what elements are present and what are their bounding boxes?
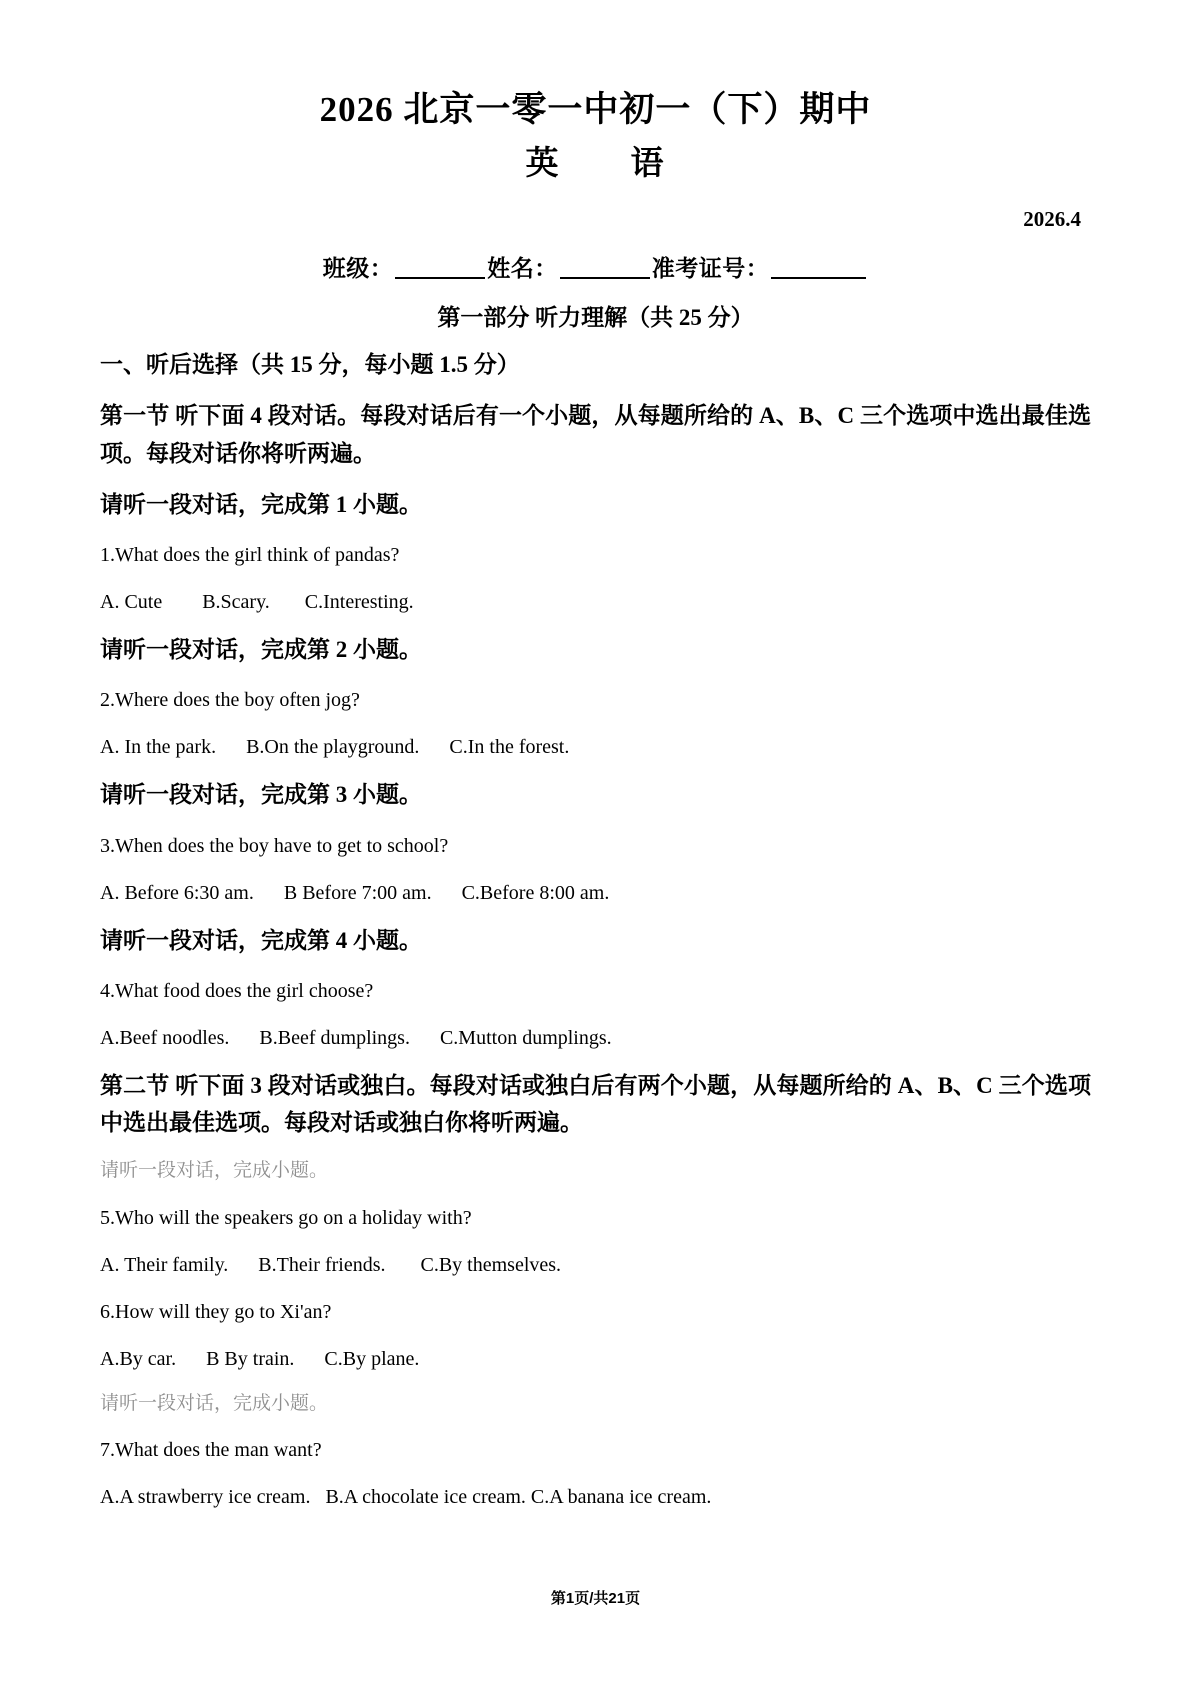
listen-prompt-4: 请听一段对话，完成第 4 小题。: [100, 927, 422, 953]
question-stem-5: 5.Who will the speakers go on a holiday with?: [100, 1206, 472, 1229]
exam-id-label: 准考证号：: [651, 256, 770, 281]
question-stem-2: 2.Where does the boy often jog?: [100, 689, 360, 712]
part-one-title: 第一部分 听力理解（共 25 分）: [437, 305, 754, 330]
question-options-2: A. In the park. B.On the playground. C.In the forest.: [100, 736, 570, 759]
question-stem-1: 1.What does the girl think of pandas?: [100, 544, 400, 566]
listen-prompt-grey-2: 请听一段对话，完成小题。: [100, 1392, 329, 1414]
exam-id-blank[interactable]: [771, 277, 866, 279]
class-blank[interactable]: [395, 277, 485, 279]
question-options-1: A. Cute B.Scary. C.Interesting.: [100, 591, 414, 613]
student-info-line: [100, 232, 1091, 283]
question-options-6: A.By car. B By train. C.By plane.: [100, 1347, 420, 1370]
question-options-7: A.A strawberry ice cream. B.A chocolate ice cream. C.A banana ice cream.: [100, 1486, 712, 1509]
class-label: 班级：: [322, 256, 394, 281]
question-options-3: A. Before 6:30 am. B Before 7:00 am. C.Before 8:00 am.: [100, 881, 610, 904]
question-options-4: A.Beef noodles. B.Beef dumplings. C.Mutton dumplings.: [100, 1026, 612, 1049]
question-stem-7: 7.What does the man want?: [100, 1439, 322, 1462]
question-stem-4: 4.What food does the girl choose?: [100, 979, 374, 1002]
subsection-two-heading: 第二节 听下面 3 段对话或独白。每段对话或独白后有两个小题，从每题所给的 A、B、C 三个选项中选出最佳选项。每段对话或独白你将听两遍。: [100, 1072, 1091, 1135]
question-options-5: A. Their family. B.Their friends. C.By themselves.: [100, 1253, 562, 1276]
exam-date: 2026.4: [1023, 207, 1081, 231]
listen-prompt-2: 请听一段对话，完成第 2 小题。: [100, 637, 422, 662]
page-title: 2026 北京一零一中初一（下）期中: [319, 90, 872, 129]
listen-prompt-3: 请听一段对话，完成第 3 小题。: [100, 782, 422, 808]
listen-prompt-1: 请听一段对话，完成第 1 小题。: [100, 491, 422, 517]
question-stem-6: 6.How will they go to Xi'an?: [100, 1300, 332, 1323]
listen-prompt-grey-1: 请听一段对话，完成小题。: [100, 1160, 329, 1182]
question-stem-3: 3.When does the boy have to get to school?: [100, 834, 449, 857]
subject-title: 英 语: [525, 145, 666, 182]
subsection-one-heading: 第一节 听下面 4 段对话。每段对话后有一个小题，从每题所给的 A、B、C 三个选项中选出最佳选项。每段对话你将听两遍。: [100, 403, 1091, 466]
name-blank[interactable]: [560, 277, 650, 279]
page-footer: 第1页/共21页: [550, 1590, 641, 1607]
name-label: 姓名：: [487, 256, 558, 281]
section-one-heading: 一、听后选择（共 15 分，每小题 1.5 分）: [100, 352, 520, 377]
